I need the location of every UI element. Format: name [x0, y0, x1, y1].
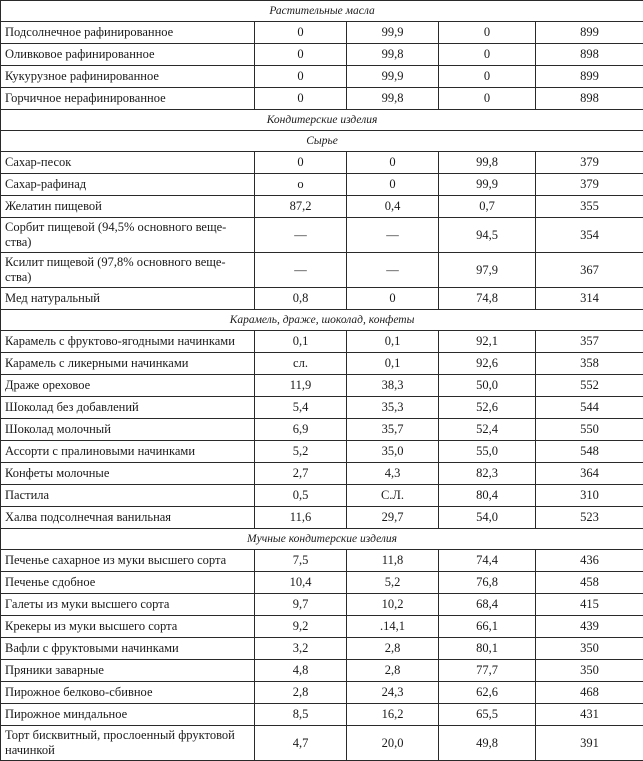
protein-cell: 11,9 — [255, 375, 347, 397]
carbs-cell: 80,1 — [439, 638, 536, 660]
fat-cell: 2,8 — [347, 660, 439, 682]
fat-cell: 29,7 — [347, 507, 439, 529]
table-row — [1, 507, 643, 529]
carbs-cell: 99,8 — [439, 152, 536, 174]
carbs-cell: 55,0 — [439, 441, 536, 463]
fat-cell: .14,1 — [347, 616, 439, 638]
table-row — [1, 218, 643, 253]
protein-cell: — — [255, 253, 347, 288]
carbs-cell: 76,8 — [439, 572, 536, 594]
product-name-cell: Галеты из муки высшего сорта — [1, 594, 255, 616]
fat-cell: 0 — [347, 152, 439, 174]
carbs-cell: 0 — [439, 66, 536, 88]
section-title: Сырье — [1, 131, 643, 152]
energy-cell: 415 — [536, 594, 643, 616]
product-name-cell: Пастила — [1, 485, 255, 507]
protein-cell: 7,5 — [255, 550, 347, 572]
carbs-cell: 99,9 — [439, 174, 536, 196]
energy-cell: 548 — [536, 441, 643, 463]
table-row — [1, 22, 643, 44]
protein-cell: 0 — [255, 66, 347, 88]
table-row — [1, 288, 643, 310]
product-name-cell: Торт бисквитный, прослоенный фруктовой начинкой — [1, 726, 255, 761]
fat-cell: 5,2 — [347, 572, 439, 594]
fat-cell: 11,8 — [347, 550, 439, 572]
table-row — [1, 331, 643, 353]
product-name-cell: Сахар-песок — [1, 152, 255, 174]
table-row — [1, 550, 643, 572]
energy-cell: 523 — [536, 507, 643, 529]
fat-cell: 35,3 — [347, 397, 439, 419]
energy-cell: 379 — [536, 174, 643, 196]
table-row — [1, 441, 643, 463]
table-row — [1, 353, 643, 375]
protein-cell: 11,6 — [255, 507, 347, 529]
protein-cell: 0 — [255, 88, 347, 110]
table-row — [1, 253, 643, 288]
table-row — [1, 88, 643, 110]
fat-cell: — — [347, 218, 439, 253]
energy-cell: 544 — [536, 397, 643, 419]
energy-cell: 358 — [536, 353, 643, 375]
table-row — [1, 397, 643, 419]
table-row — [1, 463, 643, 485]
carbs-cell: 68,4 — [439, 594, 536, 616]
product-name-cell: Пирожное миндальное — [1, 704, 255, 726]
product-name-cell: Карамель с ликерными начинками — [1, 353, 255, 375]
carbs-cell: 62,6 — [439, 682, 536, 704]
energy-cell: 357 — [536, 331, 643, 353]
section-title: Карамель, драже, шоколад, конфеты — [1, 310, 643, 331]
section-title: Растительные масла — [1, 1, 643, 22]
fat-cell: 10,2 — [347, 594, 439, 616]
carbs-cell: 97,9 — [439, 253, 536, 288]
fat-cell: 99,8 — [347, 88, 439, 110]
carbs-cell: 0 — [439, 22, 536, 44]
carbs-cell: 52,4 — [439, 419, 536, 441]
protein-cell: 0,1 — [255, 331, 347, 353]
protein-cell: 0 — [255, 22, 347, 44]
product-name-cell: Печенье сдобное — [1, 572, 255, 594]
carbs-cell: 54,0 — [439, 507, 536, 529]
protein-cell: 2,8 — [255, 682, 347, 704]
protein-cell: 5,2 — [255, 441, 347, 463]
protein-cell: 6,9 — [255, 419, 347, 441]
table-row — [1, 638, 643, 660]
energy-cell: 350 — [536, 638, 643, 660]
energy-cell: 458 — [536, 572, 643, 594]
protein-cell: 3,2 — [255, 638, 347, 660]
fat-cell: 99,9 — [347, 66, 439, 88]
protein-cell: сл. — [255, 353, 347, 375]
protein-cell: 10,4 — [255, 572, 347, 594]
table-row — [1, 704, 643, 726]
table-row — [1, 616, 643, 638]
table-row — [1, 44, 643, 66]
product-name-cell: Драже ореховое — [1, 375, 255, 397]
protein-cell: о — [255, 174, 347, 196]
protein-cell: 0 — [255, 44, 347, 66]
product-name-cell: Конфеты молочные — [1, 463, 255, 485]
table-row — [1, 572, 643, 594]
energy-cell: 552 — [536, 375, 643, 397]
fat-cell: 2,8 — [347, 638, 439, 660]
section-header-row — [1, 310, 643, 331]
carbs-cell: 0,7 — [439, 196, 536, 218]
protein-cell: 9,2 — [255, 616, 347, 638]
product-name-cell: Ксилит пищевой (97,8% основного веще-ства) — [1, 253, 255, 288]
protein-cell: 87,2 — [255, 196, 347, 218]
table-row — [1, 682, 643, 704]
fat-cell: 99,9 — [347, 22, 439, 44]
carbs-cell: 50,0 — [439, 375, 536, 397]
product-name-cell: Горчичное нерафинированное — [1, 88, 255, 110]
energy-cell: 468 — [536, 682, 643, 704]
fat-cell: 0,1 — [347, 331, 439, 353]
carbs-cell: 74,8 — [439, 288, 536, 310]
energy-cell: 431 — [536, 704, 643, 726]
protein-cell: 0,5 — [255, 485, 347, 507]
product-name-cell: Сорбит пищевой (94,5% основного веще-ства) — [1, 218, 255, 253]
energy-cell: 391 — [536, 726, 643, 761]
fat-cell: 35,7 — [347, 419, 439, 441]
product-name-cell: Пирожное белково-сбивное — [1, 682, 255, 704]
energy-cell: 899 — [536, 66, 643, 88]
protein-cell: 0 — [255, 152, 347, 174]
fat-cell: 24,3 — [347, 682, 439, 704]
energy-cell: 364 — [536, 463, 643, 485]
table-row — [1, 485, 643, 507]
energy-cell: 898 — [536, 88, 643, 110]
product-name-cell: Крекеры из муки высшего сорта — [1, 616, 255, 638]
energy-cell: 310 — [536, 485, 643, 507]
carbs-cell: 65,5 — [439, 704, 536, 726]
energy-cell: 350 — [536, 660, 643, 682]
fat-cell: — — [347, 253, 439, 288]
energy-cell: 899 — [536, 22, 643, 44]
carbs-cell: 66,1 — [439, 616, 536, 638]
section-header-row — [1, 529, 643, 550]
section-header-row — [1, 131, 643, 152]
product-name-cell: Халва подсолнечная ванильная — [1, 507, 255, 529]
table-row — [1, 174, 643, 196]
product-name-cell: Желатин пищевой — [1, 196, 255, 218]
carbs-cell: 92,6 — [439, 353, 536, 375]
table-row — [1, 375, 643, 397]
section-header-row — [1, 110, 643, 131]
carbs-cell: 94,5 — [439, 218, 536, 253]
fat-cell: С.Л. — [347, 485, 439, 507]
protein-cell: 5,4 — [255, 397, 347, 419]
energy-cell: 355 — [536, 196, 643, 218]
fat-cell: 0 — [347, 174, 439, 196]
fat-cell: 0,1 — [347, 353, 439, 375]
carbs-cell: 0 — [439, 44, 536, 66]
energy-cell: 436 — [536, 550, 643, 572]
table-row — [1, 594, 643, 616]
table-row — [1, 152, 643, 174]
protein-cell: 0,8 — [255, 288, 347, 310]
table-row — [1, 419, 643, 441]
carbs-cell: 49,8 — [439, 726, 536, 761]
product-name-cell: Шоколад молочный — [1, 419, 255, 441]
fat-cell: 0,4 — [347, 196, 439, 218]
energy-cell: 354 — [536, 218, 643, 253]
fat-cell: 4,3 — [347, 463, 439, 485]
section-title: Кондитерские изделия — [1, 110, 643, 131]
fat-cell: 38,3 — [347, 375, 439, 397]
section-title: Мучные кондитерские изделия — [1, 529, 643, 550]
energy-cell: 898 — [536, 44, 643, 66]
fat-cell: 0 — [347, 288, 439, 310]
protein-cell: 4,7 — [255, 726, 347, 761]
table-row — [1, 726, 643, 761]
product-name-cell: Печенье сахарное из муки высшего сорта — [1, 550, 255, 572]
section-header-row — [1, 1, 643, 22]
carbs-cell: 77,7 — [439, 660, 536, 682]
energy-cell: 379 — [536, 152, 643, 174]
product-name-cell: Мед натуральный — [1, 288, 255, 310]
protein-cell: 2,7 — [255, 463, 347, 485]
product-name-cell: Ассорти с пралиновыми начинками — [1, 441, 255, 463]
carbs-cell: 52,6 — [439, 397, 536, 419]
energy-cell: 550 — [536, 419, 643, 441]
fat-cell: 99,8 — [347, 44, 439, 66]
product-name-cell: Вафли с фруктовыми начинками — [1, 638, 255, 660]
table-row — [1, 660, 643, 682]
carbs-cell: 80,4 — [439, 485, 536, 507]
fat-cell: 16,2 — [347, 704, 439, 726]
product-name-cell: Шоколад без добавлений — [1, 397, 255, 419]
nutrition-table-body — [1, 1, 643, 761]
product-name-cell: Кукурузное рафинированное — [1, 66, 255, 88]
fat-cell: 20,0 — [347, 726, 439, 761]
energy-cell: 367 — [536, 253, 643, 288]
product-name-cell: Пряники заварные — [1, 660, 255, 682]
carbs-cell: 92,1 — [439, 331, 536, 353]
energy-cell: 439 — [536, 616, 643, 638]
table-row — [1, 66, 643, 88]
energy-cell: 314 — [536, 288, 643, 310]
protein-cell: 4,8 — [255, 660, 347, 682]
product-name-cell: Сахар-рафинад — [1, 174, 255, 196]
protein-cell: 8,5 — [255, 704, 347, 726]
protein-cell: 9,7 — [255, 594, 347, 616]
product-name-cell: Оливковое рафинированное — [1, 44, 255, 66]
carbs-cell: 0 — [439, 88, 536, 110]
protein-cell: — — [255, 218, 347, 253]
fat-cell: 35,0 — [347, 441, 439, 463]
carbs-cell: 82,3 — [439, 463, 536, 485]
product-name-cell: Подсолнечное рафинированное — [1, 22, 255, 44]
product-name-cell: Карамель с фруктово-ягодными начинками — [1, 331, 255, 353]
table-row — [1, 196, 643, 218]
carbs-cell: 74,4 — [439, 550, 536, 572]
